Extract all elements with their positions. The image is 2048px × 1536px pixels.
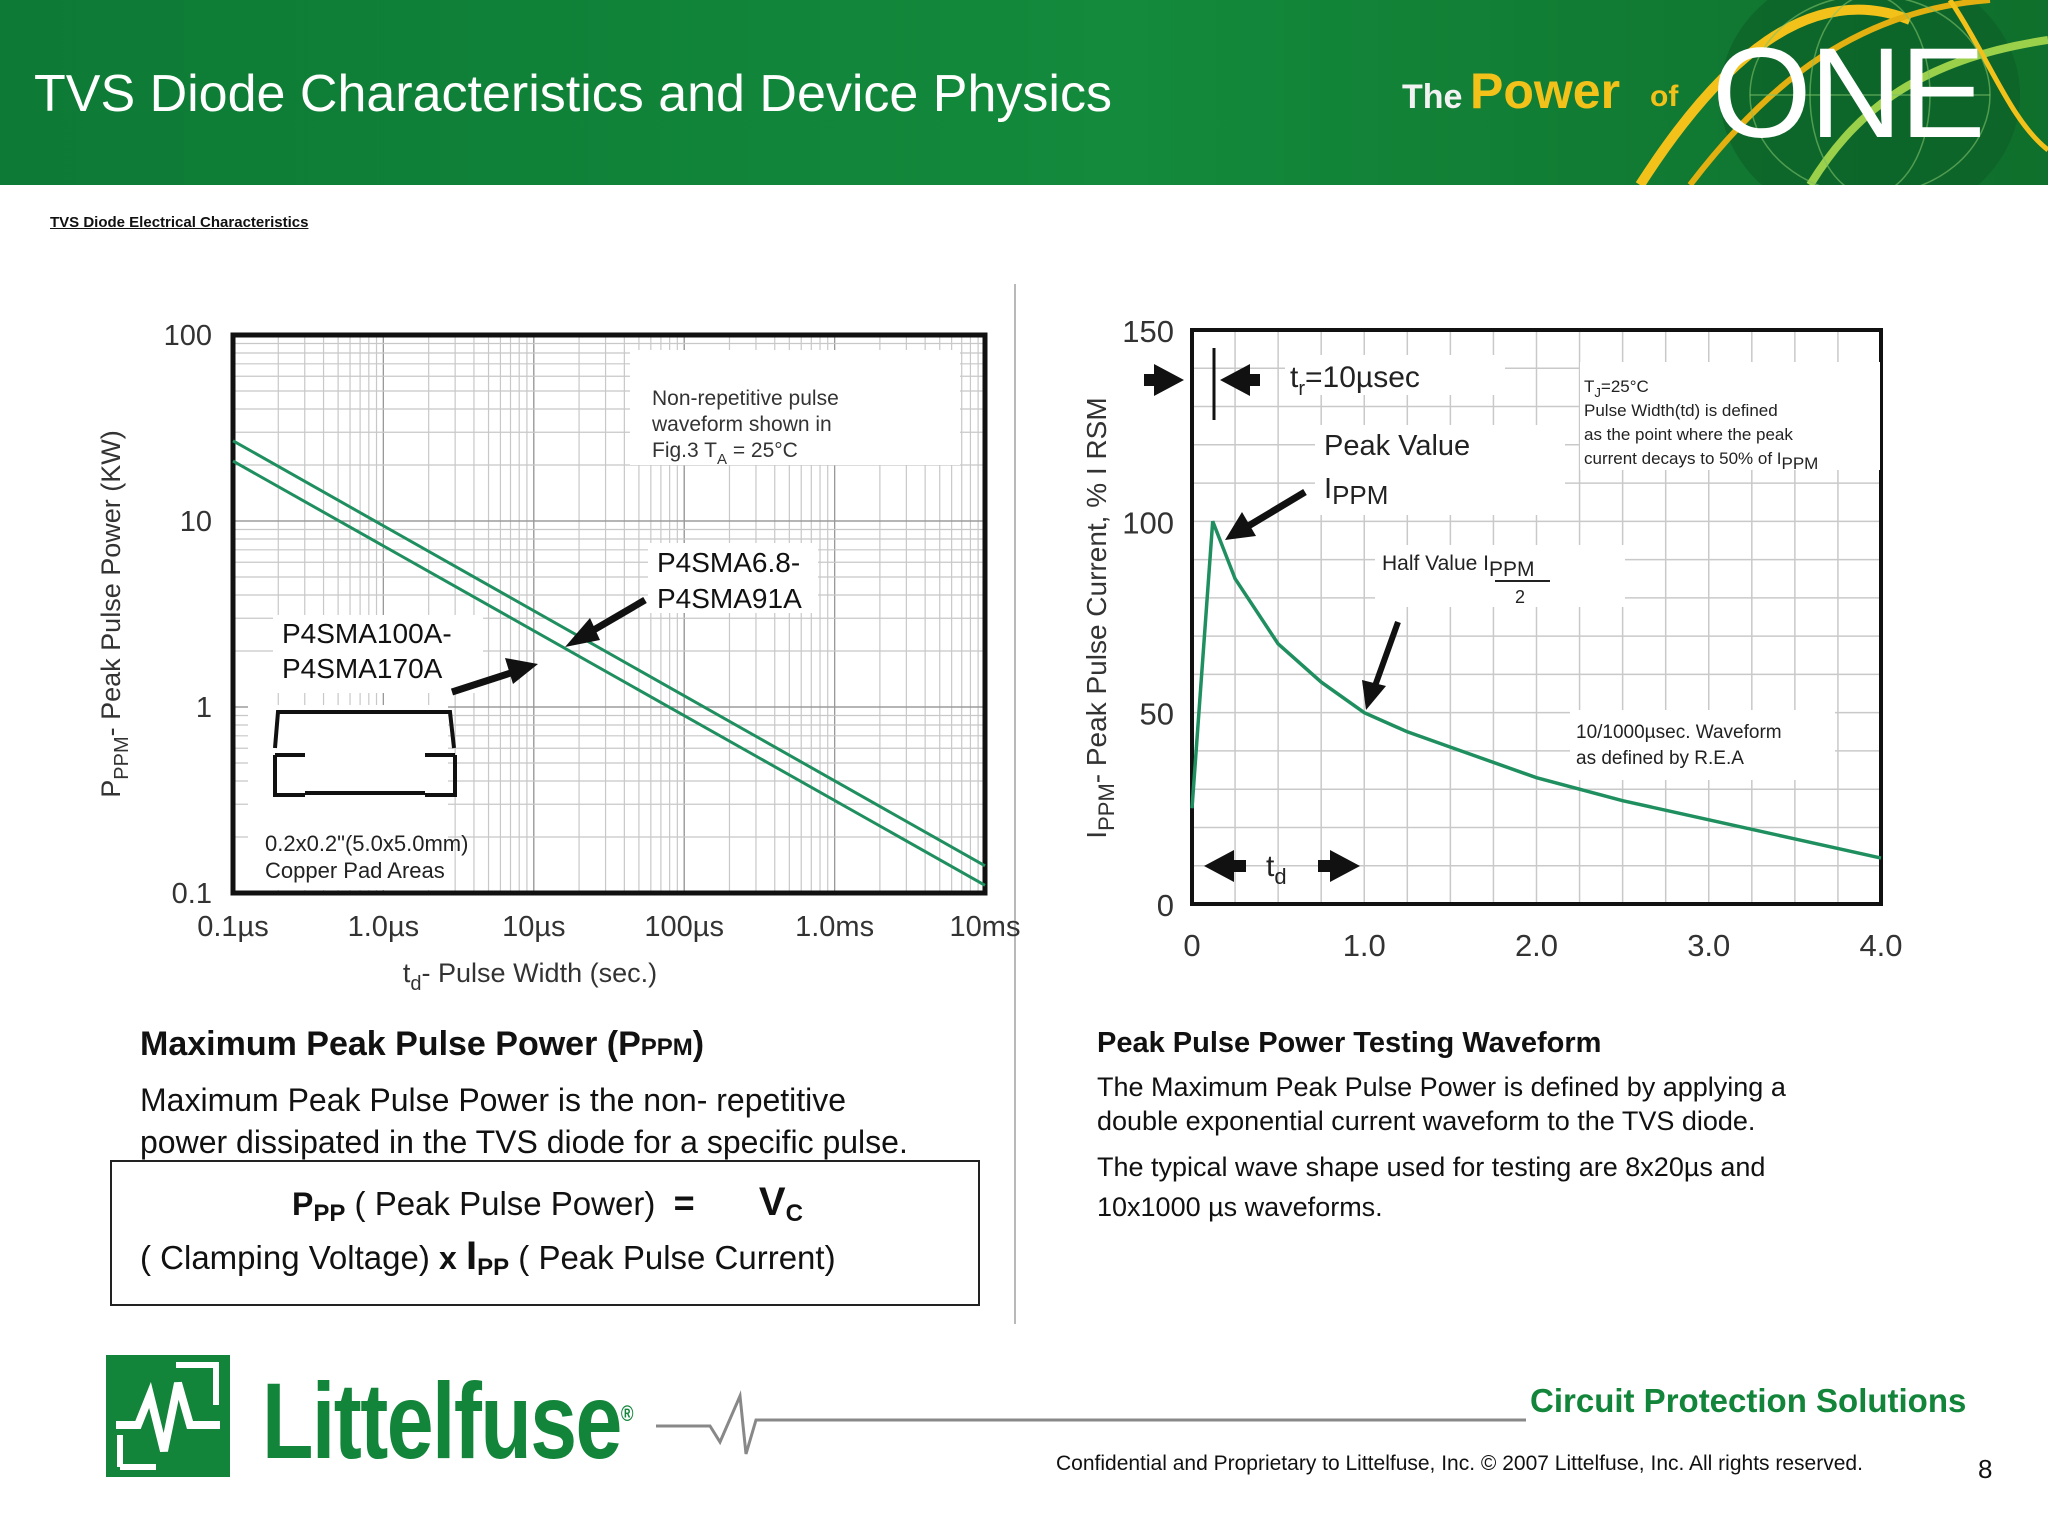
littelfuse-logo-icon: [106, 1355, 230, 1477]
brand-power: Power: [1470, 63, 1621, 119]
note-line1: Non-repetitive pulse: [652, 387, 839, 410]
tr-arrow-right: [1144, 364, 1184, 396]
brand-the: The: [1402, 78, 1463, 116]
brand-of: of: [1650, 80, 1679, 113]
right-body-line1: The Maximum Peak Pulse Power is defined by applying a: [1097, 1072, 1786, 1102]
x-tick-label: 1.0: [1342, 928, 1386, 963]
x-tick-label: 4.0: [1859, 928, 1903, 963]
header-banner: [0, 0, 2048, 185]
upper-series-label-2: P4SMA91A: [657, 583, 802, 614]
conditions-line3: as the point where the peak: [1584, 425, 1793, 444]
formula-line2: ( Clamping Voltage) x IPP ( Peak Pulse Current): [140, 1234, 836, 1281]
waveform-label-bg: [1570, 710, 1835, 780]
half-arrow-shaft: [1375, 622, 1398, 686]
y-axis-title: $I_{PPM}-$ Peak Pulse Current, % I RSM: [1081, 397, 1119, 839]
pad-note-2: Copper Pad Areas: [265, 858, 445, 883]
x-tick-label: 1.0ms: [795, 911, 875, 943]
td-label: $t_d$: [1266, 850, 1287, 889]
note-line3: Fig.3 $T_A = 25^\circ C$: [652, 439, 798, 468]
littelfuse-wordmark: Littelfuse®: [262, 1360, 632, 1481]
y-tick-label: 50: [1139, 696, 1174, 732]
right-body-line3: The typical wave shape used for testing are 8x20µs and: [1097, 1152, 1766, 1182]
y-tick-label: 150: [1122, 314, 1174, 349]
x-tick-label: 10µs: [502, 911, 566, 943]
waveform-label-1: 10/1000µsec. Waveform: [1576, 722, 1782, 743]
waveform-label-2: as defined by R.E.A: [1576, 748, 1744, 769]
power-of-one-logo: [1390, 0, 2048, 185]
right-body-line4: 10x1000 µs waveforms.: [1097, 1192, 1383, 1222]
formula-line1: PPP ( Peak Pulse Power) = VC: [292, 1180, 803, 1227]
peak-label-2: IPPM: [1324, 473, 1389, 510]
x-tick-label: 2.0: [1514, 928, 1559, 963]
x-tick-label: 1.0µs: [347, 911, 420, 943]
x-tick-label: 10ms: [949, 911, 1021, 943]
x-tick-label: 0: [1183, 928, 1201, 963]
y-tick-label: 0: [1156, 888, 1174, 923]
section-subhead: TVS Diode Electrical Characteristics: [50, 214, 309, 231]
x-axis-title: $t_d-$ Pulse Width (sec.): [402, 958, 658, 995]
x-tick-label: 0.1µs: [197, 911, 269, 943]
brand-one: ONE: [1712, 22, 1984, 165]
td-arrow-left: [1204, 850, 1246, 882]
pulse-waveform-chart: [1070, 300, 1950, 1000]
note-line2: waveform shown in: [652, 413, 832, 436]
x-tick-label: 3.0: [1687, 928, 1731, 963]
y-tick-label: 100: [1122, 505, 1174, 541]
half-label: Half Value IPPM: [1382, 552, 1535, 581]
testing-waveform-heading: Peak Pulse Power Testing Waveform: [1097, 1027, 1602, 1059]
conditions-line1: $T_J=25^\circ C$: [1584, 377, 1649, 400]
confidential-notice: Confidential and Proprietary to Littelfuse, Inc. © 2007 Littelfuse, Inc. All rights reserved.: [1056, 1452, 1863, 1475]
x-tick-label: 100µs: [644, 911, 725, 943]
page-title: TVS Diode Characteristics and Device Physics: [34, 65, 1112, 123]
left-body-line1: Maximum Peak Pulse Power is the non- repetitive: [140, 1082, 847, 1118]
half-arrow-head: [1362, 680, 1386, 710]
upper-series-label-1: P4SMA6.8-: [657, 547, 801, 578]
lower-series-label-2: P4SMA170A: [282, 653, 443, 684]
y-tick-label: 10: [179, 506, 212, 538]
y-tick-label: 1: [195, 692, 212, 724]
y-tick-label: 100: [163, 320, 212, 352]
power-formula-box: [110, 1160, 980, 1306]
right-body-line2: double exponential current waveform to the TVS diode.: [1097, 1106, 1756, 1136]
column-divider: [1014, 284, 1016, 1324]
tr-label: $t_r=10\mu\sec$: [1290, 361, 1420, 400]
peak-pulse-power-chart: [90, 300, 1021, 1000]
max-peak-pulse-power-heading: Maximum Peak Pulse Power (PPPM): [140, 1025, 705, 1063]
peak-label-1: Peak Value: [1324, 430, 1471, 462]
peak-arrow-shaft: [1245, 492, 1305, 528]
lower-series-label-1: P4SMA100A-: [282, 618, 452, 649]
footer-signal-line: [650, 1390, 1530, 1460]
y-axis-title: $P_{PPM}-$ Peak Pulse Power (KW): [96, 430, 133, 798]
left-body-line2: power dissipated in the TVS diode for a specific pulse.: [140, 1124, 908, 1160]
half-label-denominator: 2: [1514, 587, 1526, 607]
y-tick-label: 0.1: [171, 878, 212, 910]
page-number: 8: [1978, 1454, 1993, 1484]
conditions-line2: Pulse Width(td) is defined: [1584, 401, 1778, 420]
conditions-line4: current decays to 50% of IPPM: [1584, 449, 1819, 473]
td-arrow-right: [1318, 850, 1360, 882]
pad-note-1: 0.2x0.2"(5.0x5.0mm): [265, 831, 469, 856]
circuit-protection-tagline: Circuit Protection Solutions: [1530, 1382, 1967, 1419]
